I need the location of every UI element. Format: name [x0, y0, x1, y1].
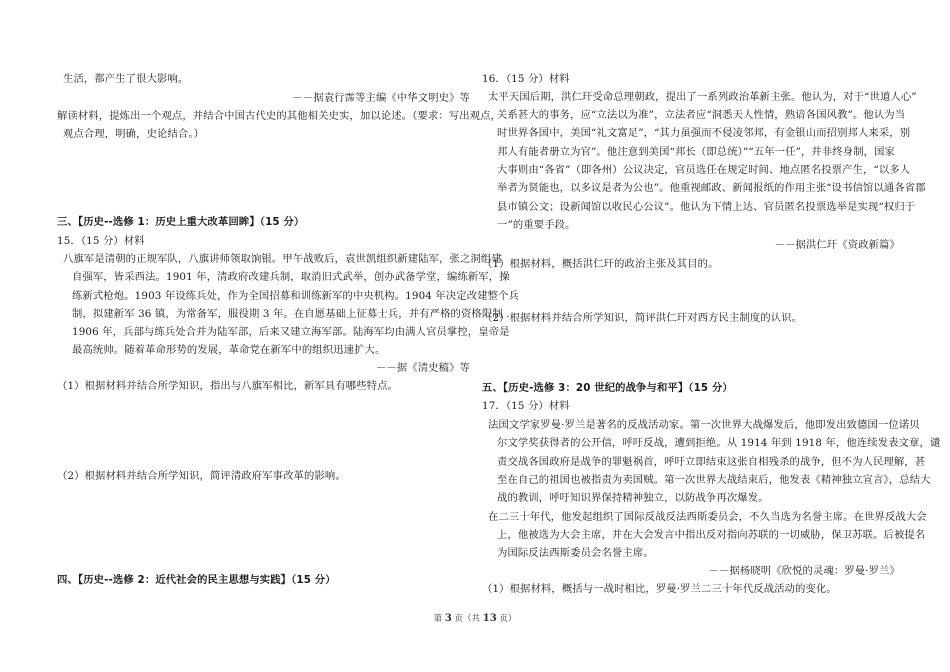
total-pages: 13 [482, 613, 497, 624]
sub-question-1: （1）根据材料，概括与一战时相比，罗曼·罗兰二三十年代反战活动的变化。 [482, 583, 837, 595]
page-number: 3 [444, 613, 452, 624]
material-line: 法国文学家罗曼·罗兰是著名的反战活动家。第一次世界大战爆发后，他即发出致德国一位诺贝 [488, 419, 920, 431]
source-citation: －－据杨晓明《欣悦的灵魂：罗曼·罗兰》 [708, 565, 900, 577]
question-15-number: 15．（15 分）材料 [57, 235, 145, 247]
page-footer [0, 612, 950, 624]
material-line: 时世界各国中，美国“礼文富足”，“其力虽强而不侵凌邻邦，有金银山而招别邦人来采，别 [497, 127, 911, 139]
footer-suffix: 页） [499, 614, 517, 624]
prompt-line: 解读材料，提炼出一个观点，并结合中国古代史的其他相关史实，加以论述。（要求：写出观点， [57, 110, 502, 122]
material-line: 大事则由“各省”（即各州）公议决定，官员选任在规定时间、地点匿名投票产生，“以多人 [497, 164, 911, 176]
material-line: 太平天国后期，洪仁玕受命总理朝政，提出了一系列政治革新主张。他认为，对于“世道人心” [488, 91, 917, 103]
section-heading-4: 四、【历史--选修 2：近代社会的民主思想与实践】（15 分） [57, 574, 336, 586]
material-line: 一”的重要手段。 [497, 219, 576, 231]
material-line: 举者为贤能也，以多议是者为公也”。他重视邮政、新闻报纸的作用主张“设书信馆以通各省郡 [497, 182, 926, 194]
material-line: 至在自己的祖国也被指责为卖国贼。第一次世界大战结束后，他发表《精神独立宣言》，总结大 [497, 474, 931, 486]
material-line: 上，他被选为大会主席，并在大会发言中指出反对指向苏联的一切威胁，保卫苏联。后被提名 [497, 529, 926, 541]
material-line: 责交战各国政府是战争的罪魁祸首，呼吁立即结束这张自相残杀的战争，但不为人民理解，甚 [497, 456, 926, 468]
material-line: 战的教训，呼吁知识界保持精神独立，以防战争再次爆发。 [497, 492, 769, 504]
material-line: 县市镇公文；设新闻馆以收民心公议”。他认为下情上达、官员匿名投票选举是实现“权归于 [497, 201, 916, 213]
material-line: 八旗军是清朝的正规军队，八旗讲师领取饷银。甲午战败后，袁世凯组织新建陆军，张之洞组建 [63, 253, 502, 265]
sub-question-1: （1）根据材料并结合所学知识，指出与八旗军相比，新军具有哪些特点。 [57, 380, 398, 392]
footer-middle: 页（共 [454, 614, 481, 624]
source-citation: －－据袁行霈等主编《中华文明史》等 [292, 92, 470, 104]
material-line: 练新式枪炮。1903 年设练兵处，作为全国招募和训练新军的中央机构。1904 年决定改建整个兵 [72, 290, 519, 302]
prev-question-tail-line: 生活，都产生了很大影响。 [63, 73, 189, 85]
section-heading-3: 三、【历史--选修 1：历史上重大改革回眸】（15 分） [57, 216, 305, 228]
material-line: 最高统帅。随着革命形势的发展，革命党在新军中的组织迅速扩大。 [72, 344, 386, 356]
material-line: 尔文学奖获得者的公开信，呼吁反战，遭到拒绝。从 1914 年到 1918 年，他连续发表文章，谴 [497, 437, 941, 449]
sub-question-1: （1）根据材料，概括洪仁玕的政治主张及其目的。 [482, 258, 719, 270]
source-citation: －－据《清史稿》等 [375, 362, 470, 374]
material-line: 1906 年，兵部与练兵处合并为陆军部，后来又建立海军部。陆海军均由满人官员掌控，皇帝是 [72, 326, 510, 338]
material-line: 在二三十年代，他发起组织了国际反战反法西斯委员会，不久当选为名誉主席。在世界反战大会 [488, 511, 927, 523]
question-17-number: 17．（15 分）材料 [482, 400, 570, 412]
sub-question-2: （2）根据材料并结合所学知识，简评洪仁玕对西方民主制度的认识。 [482, 312, 803, 324]
material-line: 为国际反法西斯委员会名誉主席。 [497, 547, 654, 559]
material-line: 制，拟建新军 36 镇，为常备军，服役期 3 年。在自愿基础上征募士兵，并有严格的资格限制 . [72, 308, 510, 320]
prompt-line: 观点合理，明确，史论结合。） [63, 128, 205, 140]
question-16-number: 16．（15 分）材料 [482, 73, 570, 85]
section-heading-5: 五、【历史-选修 3：20 世纪的战争与和平】（15 分） [482, 382, 733, 394]
material-line: 关系甚大的事务，应“立法以为准”，立法者应“洞悉天人性情，熟谙各国风教”。他认为当 [497, 109, 906, 121]
source-citation: －－据洪仁玕《资政新篇》 [774, 239, 900, 251]
material-line: 邦人有能者册立为官”。他注意到美国“邦长（即总统）”“五年一任”，并非终身制，国家 [497, 146, 896, 158]
sub-question-2: （2）根据材料并结合所学知识，简评清政府军事改革的影响。 [57, 470, 346, 482]
footer-prefix: 第 [433, 614, 443, 624]
material-line: 自强军，皆采西法。1901 年，清政府改建兵制，取消旧式武举，创办武备学堂，编练新军，操 [72, 271, 510, 283]
